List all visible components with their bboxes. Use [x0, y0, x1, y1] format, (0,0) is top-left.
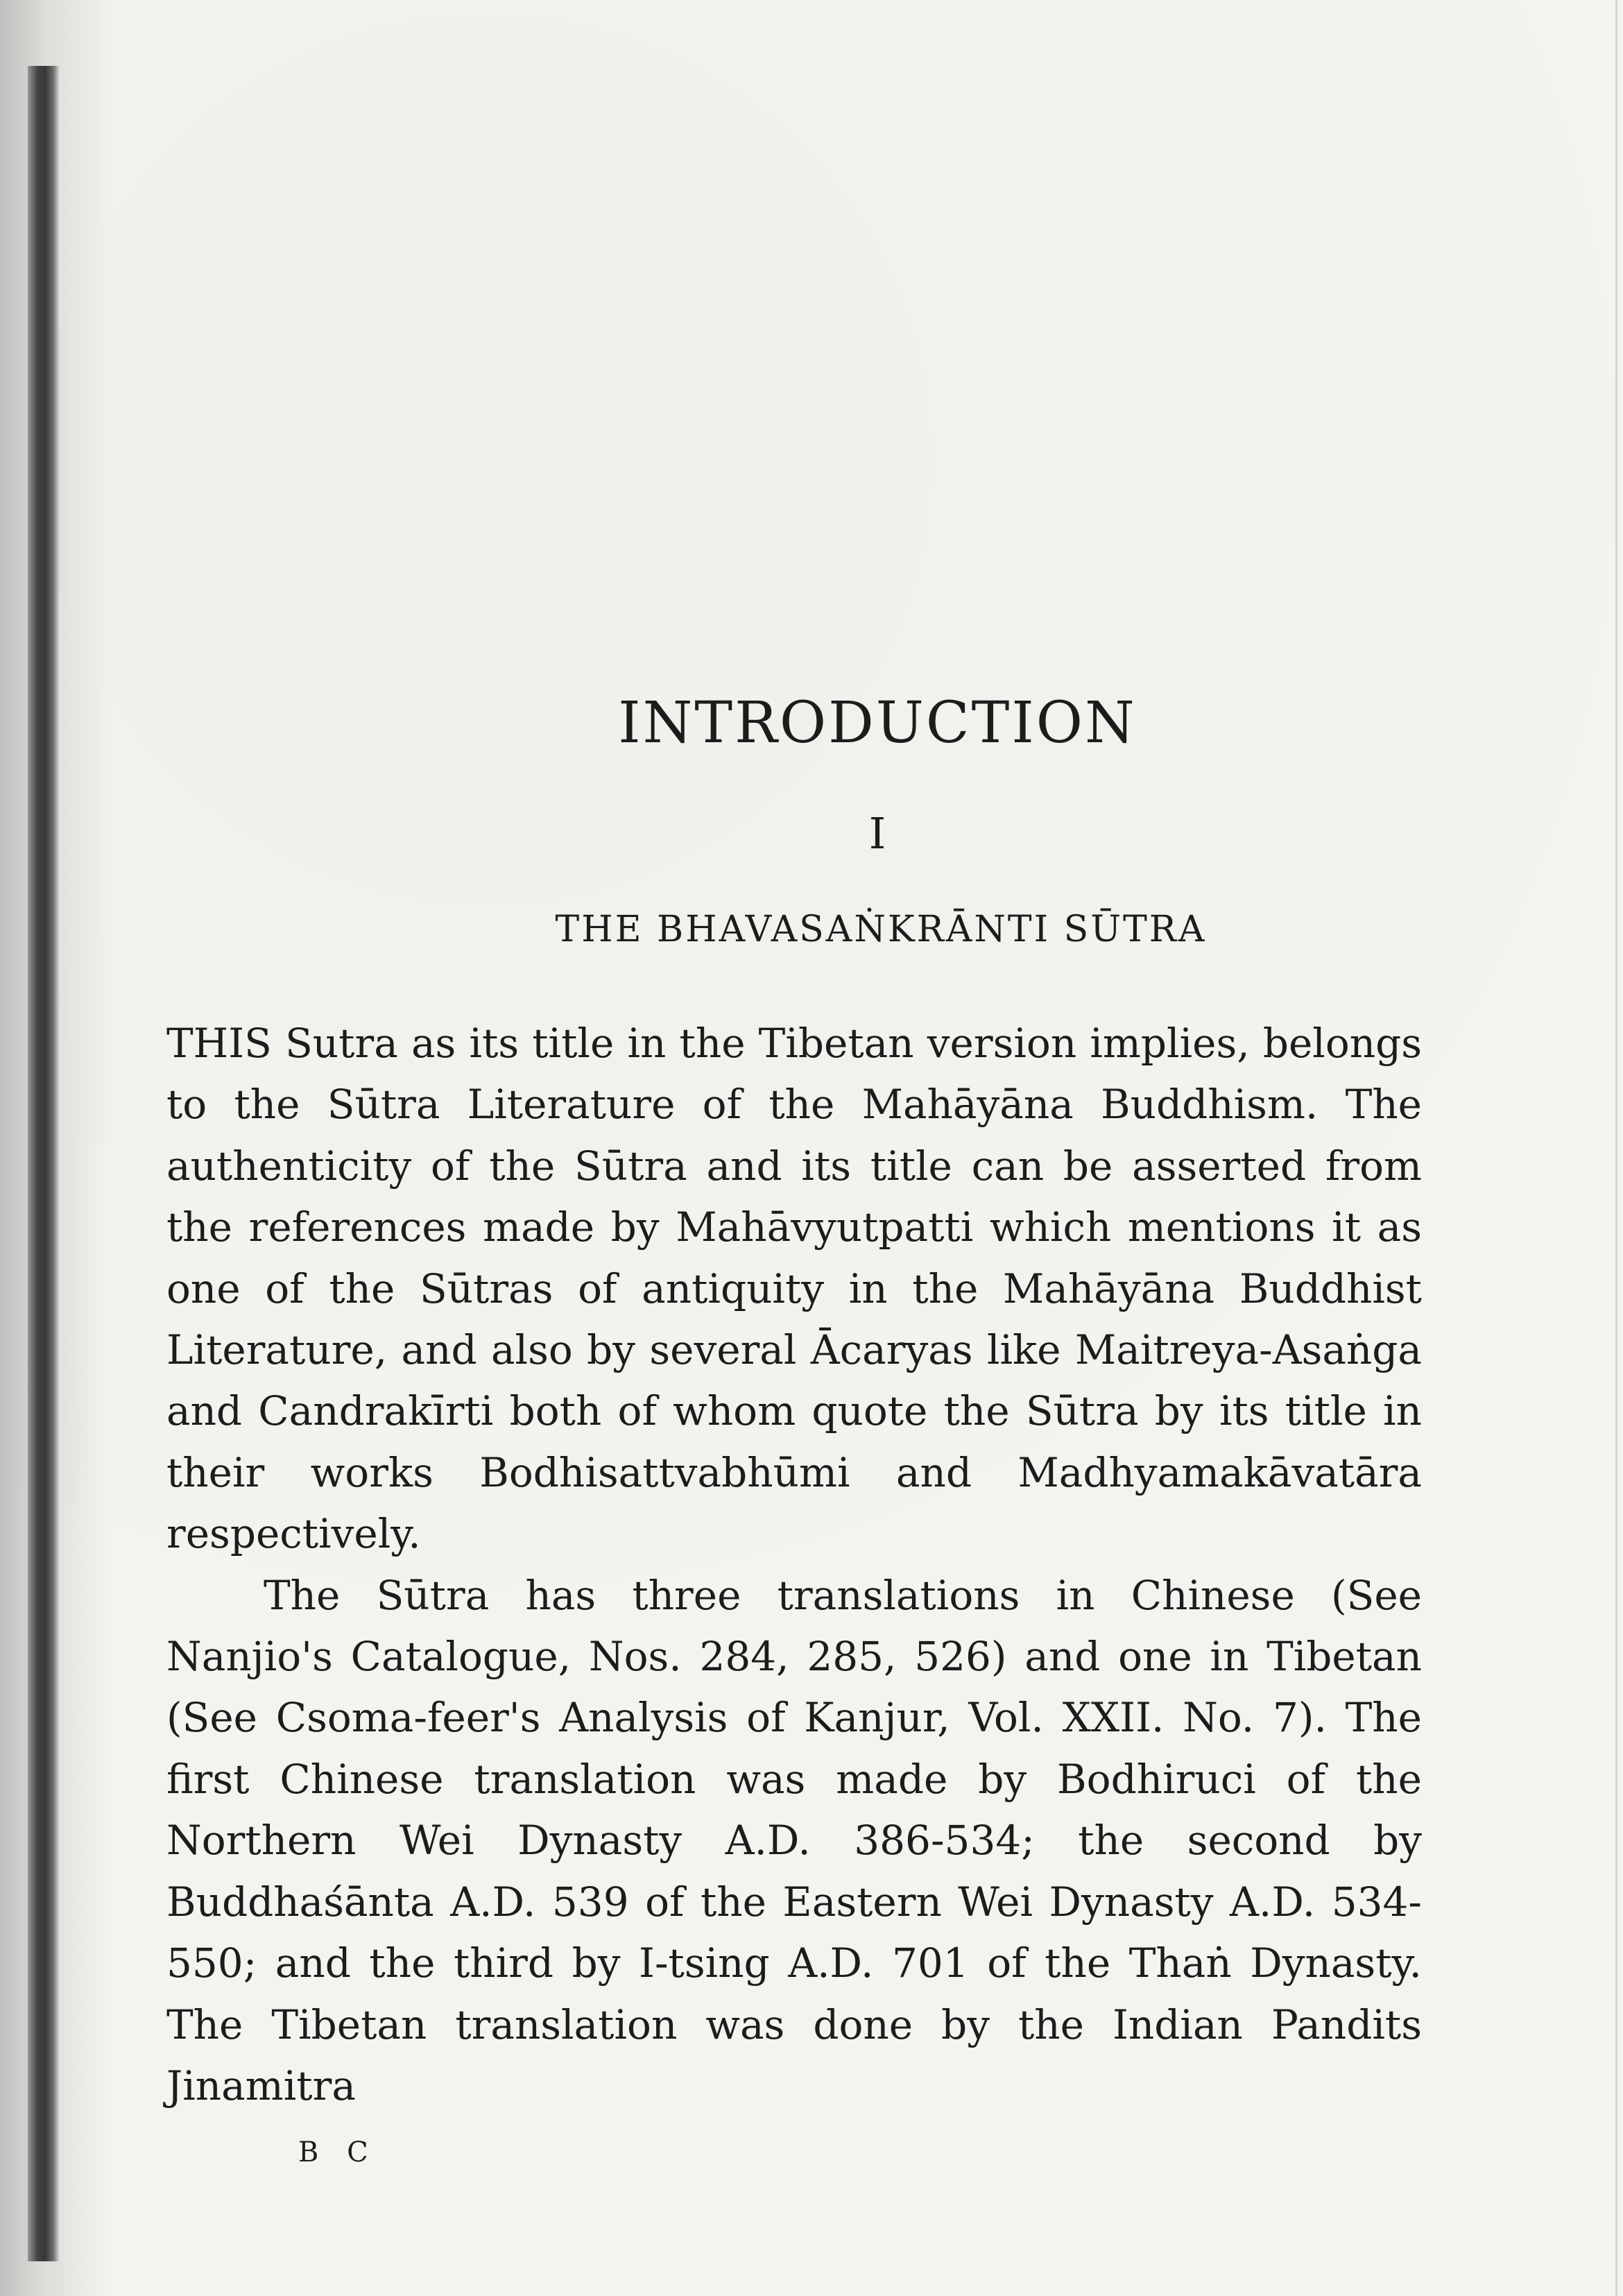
section-numeral: I	[868, 808, 886, 859]
body-text	[166, 1013, 1422, 2116]
book-binding-edge	[28, 66, 60, 2261]
section-title: THE BHAVASAṄKRĀNTI SŪTRA	[555, 909, 1207, 950]
chapter-title: INTRODUCTION	[618, 690, 1137, 756]
paragraph-2: The Sūtra has three translations in Chinese (See Nanjio's Catalogue, Nos. 284, 285, 526) and one in Tibetan (See Csoma-feer's Analysis of Kanjur, Vol. XXII. No. 7). The first Chinese translation was made by Bodhiruci of the Northern Wei Dynasty A.D. 386-534; the second by Buddhaśānta A.D. 539 of the Eastern Wei Dynasty A.D. 534-550; and the third by I-tsing A.D. 701 of the Thaṅ Dynasty. The Tibetan translation was done by the Indian Pandits Jinamitra	[166, 1571, 1422, 2109]
printer-signature-mark: B C	[298, 2136, 378, 2168]
paragraph-1: THIS Sutra as its title in the Tibetan version implies, belongs to the Sūtra Literature of the Mahāyāna Buddhism. The authenticity of the Sūtra and its title can be asserted from the references made by Mahāvyutpatti which mentions it as one of the Sūtras of antiquity in the Mahāyāna Buddhist Literature, and also by several Ācaryas like Maitreya-Asaṅga and Candrakīrti both of whom quote the Sūtra by its title in their works Bodhisattvabhūmi and Madhyamakāvatāra respectively.	[166, 1020, 1422, 1558]
page-right-edge	[1615, 0, 1617, 2296]
